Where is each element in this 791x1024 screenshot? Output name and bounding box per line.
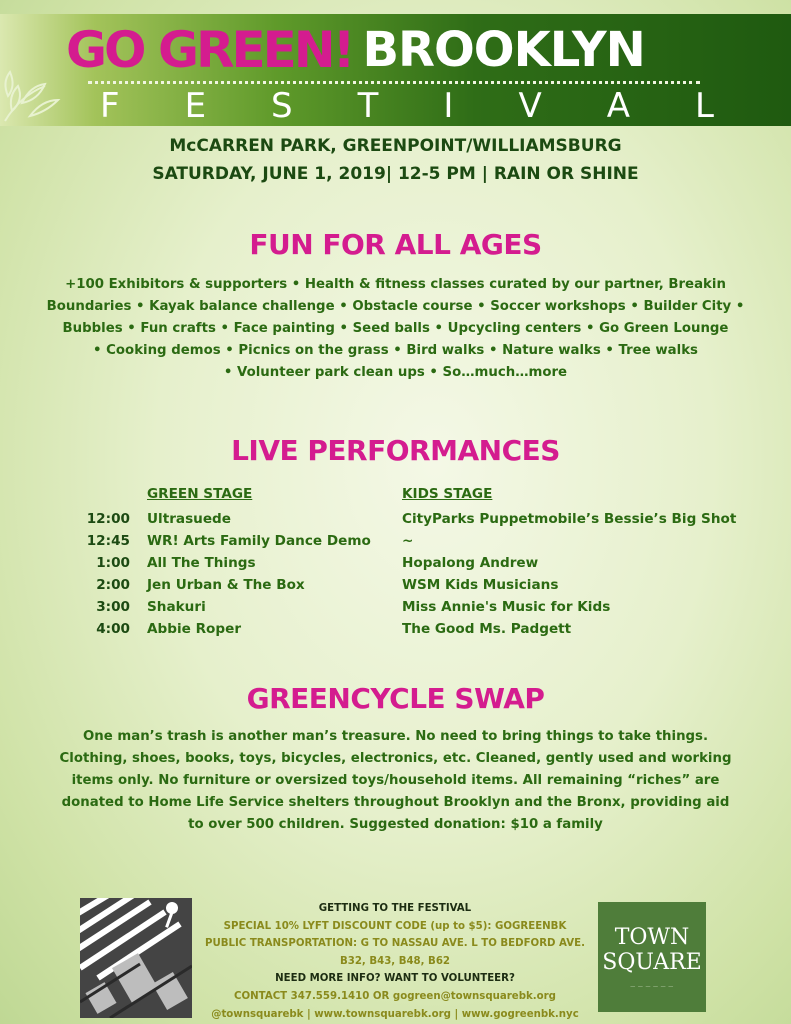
subtitle-letter: E xyxy=(184,86,213,126)
swap-line: to over 500 children. Suggested donation: $10 a family xyxy=(188,817,603,832)
subtitle-letter: T xyxy=(357,86,385,126)
schedule-row xyxy=(80,618,760,640)
street-map-image xyxy=(80,898,192,1018)
schedule-time: 2:00 xyxy=(96,577,130,593)
swap-line: One man’s trash is another man’s treasure. No need to bring things to take things. xyxy=(82,729,709,744)
swap-heading: GREENCYCLE SWAP xyxy=(246,682,545,715)
subtitle-letter: F xyxy=(100,86,126,126)
subtitle-letter: V xyxy=(518,86,548,126)
title-brooklyn: BROOKLYN xyxy=(362,22,645,78)
bus-routes: B32, B43, B48, B62 xyxy=(339,955,451,967)
activities-line: Boundaries • Kayak balance challenge • Obstacle course • Soccer workshops • Builder City • xyxy=(46,299,745,314)
logo-tagline-mark: — — — — — — xyxy=(630,984,674,990)
schedule-row xyxy=(80,574,760,596)
town-square-logo xyxy=(598,902,706,1012)
schedule-time: 1:00 xyxy=(96,555,130,571)
schedule-row xyxy=(80,596,760,618)
event-datetime: SATURDAY, JUNE 1, 2019| 12-5 PM | RAIN OR SHINE xyxy=(152,164,639,184)
swap-line: Clothing, shoes, books, toys, bicycles, electronics, etc. Cleaned, gently used and working xyxy=(59,751,732,766)
subtitle-letter: S xyxy=(271,86,299,126)
festival-title xyxy=(66,20,786,80)
leaves-icon xyxy=(0,56,70,126)
logo-text-square: SQUARE xyxy=(602,950,702,975)
dotted-divider xyxy=(88,81,700,84)
subtitle-letter: L xyxy=(694,86,720,126)
web-links: @townsquarebk | www.townsquarebk.org | www.gogreenbk.nyc xyxy=(211,1008,579,1020)
green-stage-act: WR! Arts Family Dance Demo xyxy=(147,533,371,549)
green-stage-act: Ultrasuede xyxy=(147,511,232,527)
festival-subtitle xyxy=(100,86,720,126)
activities-line: +100 Exhibitors & supporters • Health & fitness classes curated by our partner, Breakin xyxy=(65,277,726,292)
schedule-row xyxy=(80,552,760,574)
performances-heading: LIVE PERFORMANCES xyxy=(231,434,560,467)
subtitle-letter: I xyxy=(443,86,460,126)
logo-text-town: TOWN xyxy=(614,925,690,950)
green-stage-act: All The Things xyxy=(147,555,256,571)
fun-heading: FUN FOR ALL AGES xyxy=(249,228,542,261)
footer-info xyxy=(200,900,590,1023)
swap-line: donated to Home Life Service shelters throughout Brooklyn and the Bronx, providing aid xyxy=(61,795,730,810)
kids-stage-act: Miss Annie's Music for Kids xyxy=(402,599,611,615)
swap-line: items only. No furniture or oversized toys/household items. All remaining “riches” are xyxy=(71,773,720,788)
schedule-time: 12:00 xyxy=(86,511,130,527)
subtitle-letter: A xyxy=(606,86,636,126)
schedule-time: 4:00 xyxy=(96,621,130,637)
schedule-header xyxy=(80,486,760,508)
kids-stage-act: ~ xyxy=(402,533,414,549)
activities-line: • Volunteer park clean ups • So…much…more xyxy=(223,365,568,380)
schedule-time: 3:00 xyxy=(96,599,130,615)
lyft-discount: SPECIAL 10% LYFT DISCOUNT CODE (up to $5): GOGREENBK xyxy=(223,920,567,932)
schedule-row xyxy=(80,508,760,530)
green-stage-label: GREEN STAGE xyxy=(147,486,253,502)
title-go-green: GO GREEN! xyxy=(66,21,353,79)
activities-line: • Cooking demos • Picnics on the grass • Bird walks • Nature walks • Tree walks xyxy=(93,343,698,358)
schedule-time: 12:45 xyxy=(86,533,130,549)
more-info-heading: NEED MORE INFO? WANT TO VOLUNTEER? xyxy=(275,973,515,985)
event-info xyxy=(0,132,791,188)
fun-activities xyxy=(0,274,791,384)
contact-info: CONTACT 347.559.1410 OR gogreen@townsquarebk.org xyxy=(234,990,556,1002)
swap-description xyxy=(0,726,791,836)
kids-stage-act: WSM Kids Musicians xyxy=(402,577,559,593)
transit-info: PUBLIC TRANSPORTATION: G TO NASSAU AVE. L TO BEDFORD AVE. xyxy=(205,938,585,950)
kids-stage-act: CityParks Puppetmobile’s Bessie’s Big Shot xyxy=(402,511,737,527)
green-stage-act: Shakuri xyxy=(147,599,206,615)
kids-stage-act: Hopalong Andrew xyxy=(402,555,539,571)
activities-line: Bubbles • Fun crafts • Face painting • Seed balls • Upcycling centers • Go Green Lounge xyxy=(62,321,729,336)
green-stage-act: Jen Urban & The Box xyxy=(147,577,305,593)
green-stage-act: Abbie Roper xyxy=(147,621,242,637)
kids-stage-act: The Good Ms. Padgett xyxy=(402,621,572,637)
schedule-row xyxy=(80,530,760,552)
kids-stage-label: KIDS STAGE xyxy=(402,486,493,502)
event-location: McCARREN PARK, GREENPOINT/WILLIAMSBURG xyxy=(169,136,622,156)
performance-schedule xyxy=(80,486,760,640)
getting-there-heading: GETTING TO THE FESTIVAL xyxy=(318,903,472,914)
